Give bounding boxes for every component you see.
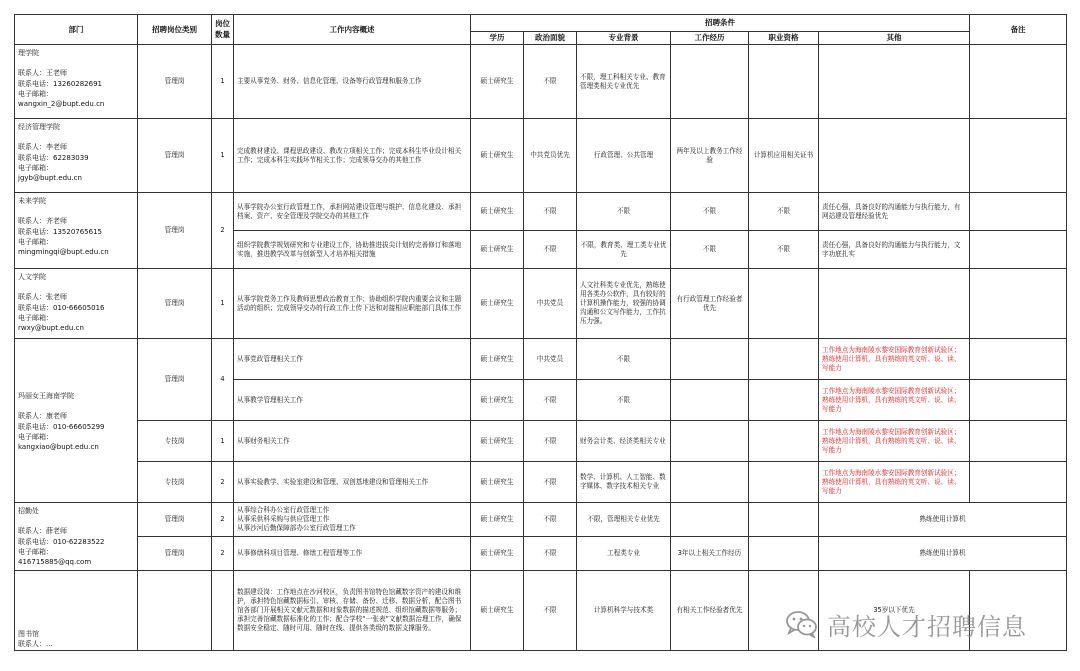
- duty-cell: 主要从事党务、财务、信息化管理、设备等行政管理和服务工作: [234, 45, 471, 119]
- category-cell: 专技岗: [138, 462, 212, 503]
- other-cell: [819, 119, 970, 193]
- political-cell: 不限: [524, 380, 577, 421]
- header-edu: 学历: [471, 32, 524, 45]
- qualification-cell: [749, 269, 819, 339]
- remark-cell: [970, 193, 1067, 231]
- experience-cell: 3年以上相关工作经历: [671, 537, 749, 571]
- table-row: [15, 45, 1067, 119]
- duty-cell: 数据建设岗：工作地点在沙河校区，负责图书馆特色馆藏数字资产的建设和维护，承担特色馆藏数据标引、审核、存储、备份、迁移、数据分析，配合图书馆各部门开展相关文献元数据和对象数据的描述规范、组织馆藏数据等服务；承担完善馆藏数据标准化的工作；配合学校“一张表”文献数据治理工作，确保数据安全稳定、随时可用、随时在线、提供各类级的数据支撑服务。: [234, 571, 471, 651]
- dept-cell: 招勤处 联系人：薛老师 联系电话：010-62283522 电子邮箱： 416715885@qq.com: [15, 503, 138, 571]
- political-cell: 不限: [524, 462, 577, 503]
- category-cell: 管理岗: [138, 339, 212, 421]
- major-cell: 数学、计算机、人工智能、数字媒体、数字技术相关专业: [577, 462, 671, 503]
- dept-cell: 玛丽女王海南学院 联系人：康老师 联系电话：010-66605299 电子邮箱： kangxiao@bupt.edu.cn: [15, 339, 138, 503]
- other-cell: [819, 269, 970, 339]
- experience-cell: [671, 421, 749, 462]
- duty-cell: 从事教学管理相关工作: [234, 380, 471, 421]
- political-cell: 不限: [524, 571, 577, 651]
- edu-cell: 硕士研究生: [471, 571, 524, 651]
- other-cell: 责任心强，具备良好的沟通能力与执行能力，文字功底扎实: [819, 231, 970, 269]
- major-cell: 不限: [577, 380, 671, 421]
- major-cell: 财务会计类、经济类相关专业: [577, 421, 671, 462]
- count-cell: 1: [212, 421, 234, 462]
- edu-cell: 硕士研究生: [471, 462, 524, 503]
- table-row: [15, 537, 1067, 571]
- header-dept: 部门: [15, 15, 138, 45]
- table-row: [15, 339, 1067, 380]
- experience-cell: [671, 503, 749, 537]
- qualification-cell: [749, 380, 819, 421]
- watermark-text: 高校人才招聘信息: [827, 612, 1027, 641]
- remark-cell: [970, 339, 1067, 380]
- political-cell: 不限: [524, 421, 577, 462]
- major-cell: 工程类专业: [577, 537, 671, 571]
- experience-cell: [671, 380, 749, 421]
- header-remark: 备注: [970, 15, 1067, 45]
- table-row: [15, 462, 1067, 503]
- remark-cell: [970, 462, 1067, 503]
- qualification-cell: [749, 503, 819, 537]
- major-cell: 不限，管理相关专业优先: [577, 503, 671, 537]
- edu-cell: 硕士研究生: [471, 339, 524, 380]
- duty-cell: 组织学院教学规划研究和专业建设工作，协助推进拔尖计划的完善修订和落地实施，推进教学改革与创新型人才培养相关措施: [234, 231, 471, 269]
- experience-cell: 不限: [671, 193, 749, 231]
- edu-cell: 硕士研究生: [471, 380, 524, 421]
- table-row: [15, 269, 1067, 339]
- political-cell: 不限: [524, 503, 577, 537]
- qualification-cell: 不限: [749, 193, 819, 231]
- category-cell: 管理岗: [138, 503, 212, 537]
- duty-cell: 从事修缮科项目管理、修缮工程管理等工作: [234, 537, 471, 571]
- edu-cell: 硕士研究生: [471, 269, 524, 339]
- remark-cell: [970, 119, 1067, 193]
- qualification-cell: [749, 45, 819, 119]
- experience-cell: [671, 462, 749, 503]
- qualification-cell: 计算机应用相关证书: [749, 119, 819, 193]
- experience-cell: [671, 339, 749, 380]
- header-major: 专业背景: [577, 32, 671, 45]
- major-cell: 不限，理工科相关专业、教育管理类相关专业优先: [577, 45, 671, 119]
- experience-cell: 有相关工作经验者优先: [671, 571, 749, 651]
- dept-cell: 理学院 联系人：王老师 联系电话：13260282691 电子邮箱： wangxin_2@bupt.edu.cn: [15, 45, 138, 119]
- header-category: 招聘岗位类别: [138, 15, 212, 45]
- duty-cell: 从事学院办公室行政管理工作，承担网站建设管理与维护、信息化建设、承担档案、资产、安全管理及学院交办的其他工作: [234, 193, 471, 231]
- table-row: [15, 421, 1067, 462]
- major-cell: 不限: [577, 339, 671, 380]
- count-cell: 2: [212, 537, 234, 571]
- count-cell: 2: [212, 503, 234, 537]
- political-cell: 中共党员优先: [524, 119, 577, 193]
- table-row: [15, 503, 1067, 537]
- edu-cell: 硕士研究生: [471, 537, 524, 571]
- header-count: 岗位 数量: [212, 15, 234, 45]
- category-cell: [138, 571, 212, 651]
- duty-cell: 从事综合科办公室行政管理工作 从事采供科采购与供应管理工作 从事沙河后勤保障部办公室行政管理工作: [234, 503, 471, 537]
- header-other: 其他: [819, 32, 970, 45]
- count-cell: 1: [212, 45, 234, 119]
- political-cell: 不限: [524, 537, 577, 571]
- header-qualification: 职业资格: [749, 32, 819, 45]
- other-cell: [819, 45, 970, 119]
- remark-cell: [970, 231, 1067, 269]
- duty-cell: 从事党政管理相关工作: [234, 339, 471, 380]
- wechat-icon: [785, 610, 819, 638]
- political-cell: 不限: [524, 231, 577, 269]
- category-cell: 管理岗: [138, 269, 212, 339]
- experience-cell: 两年及以上教务工作经验: [671, 119, 749, 193]
- experience-cell: 有行政管理工作经验者优先: [671, 269, 749, 339]
- category-cell: 管理岗: [138, 193, 212, 269]
- duty-cell: 完成教材建设、课程思政建设、教改立项相关工作；完成本科生毕业设计相关工作；完成本科生实践环节相关工作；完成领导交办的其他工作: [234, 119, 471, 193]
- other-cell: 熟练使用计算机: [819, 537, 1067, 571]
- major-cell: 不限，教育类、理工类专业优先: [577, 231, 671, 269]
- qualification-cell: [749, 421, 819, 462]
- other-cell: 熟练使用计算机: [819, 503, 1067, 537]
- qualification-cell: [749, 462, 819, 503]
- political-cell: 中共党员: [524, 339, 577, 380]
- remark-cell: [970, 421, 1067, 462]
- major-cell: 行政管理、公共管理: [577, 119, 671, 193]
- duty-cell: 从事实验教学、实验室建设和管理、双创基地建设和管理相关工作: [234, 462, 471, 503]
- header-duties: 工作内容概述: [234, 15, 471, 45]
- dept-cell: 图书馆 联系人：...: [15, 571, 138, 651]
- watermark: [785, 606, 1027, 642]
- header-conditions: 招聘条件: [471, 15, 970, 32]
- category-cell: 管理岗: [138, 119, 212, 193]
- header-experience: 工作经历: [671, 32, 749, 45]
- dept-cell: 未来学院 联系人：齐老师 联系电话：13520765615 电子邮箱： mingmingqi@bupt.edu.cn: [15, 193, 138, 269]
- remark-cell: [970, 380, 1067, 421]
- qualification-cell: [749, 339, 819, 380]
- duty-cell: 从事学院党务工作及教师思想政治教育工作；协助组织学院内重要会议和主题活动的组织；完成领导交办的行政工作上传下达和对接相应职能部门具体工作: [234, 269, 471, 339]
- experience-cell: [671, 45, 749, 119]
- edu-cell: 硕士研究生: [471, 503, 524, 537]
- dept-cell: 人文学院 联系人：张老师 联系电话：010-66605016 电子邮箱： rwxy@bupt.edu.cn: [15, 269, 138, 339]
- table-row: [15, 193, 1067, 231]
- remark-cell: [970, 269, 1067, 339]
- other-cell: 35岁以下优先: [819, 571, 970, 651]
- category-cell: 管理岗: [138, 45, 212, 119]
- edu-cell: 硕士研究生: [471, 45, 524, 119]
- duty-cell: 从事财务相关工作: [234, 421, 471, 462]
- political-cell: 不限: [524, 45, 577, 119]
- count-cell: 4: [212, 339, 234, 421]
- other-cell: 工作地点为海南陵水黎安国际教育创新试验区；熟练使用计算机，具有熟练的英文听、说、读、写能力: [819, 462, 970, 503]
- edu-cell: 硕士研究生: [471, 231, 524, 269]
- header-political: 政治面貌: [524, 32, 577, 45]
- category-cell: 管理岗: [138, 537, 212, 571]
- major-cell: 人文社科类专业优先，熟练使用各类办公软件，具有较好的计算机操作能力，较强的协调沟通和公文写作能力，工作抗压力强。: [577, 269, 671, 339]
- count-cell: 1: [212, 119, 234, 193]
- edu-cell: 硕士研究生: [471, 119, 524, 193]
- other-cell: 工作地点为海南陵水黎安国际教育创新试验区；熟练使用计算机，具有熟练的英文听、说、读、写能力: [819, 380, 970, 421]
- major-cell: 不限: [577, 193, 671, 231]
- edu-cell: 硕士研究生: [471, 193, 524, 231]
- category-cell: 专技岗: [138, 421, 212, 462]
- dept-cell: 经济管理学院 联系人：李老师 联系电话：62283039 电子邮箱： jgyb@bupt.edu.cn: [15, 119, 138, 193]
- table-row: [15, 119, 1067, 193]
- other-cell: 工作地点为海南陵水黎安国际教育创新试验区；熟练使用计算机，具有熟练的英文听、说、读、写能力: [819, 339, 970, 380]
- remark-cell: [970, 45, 1067, 119]
- major-cell: 计算机科学与技术类: [577, 571, 671, 651]
- political-cell: 不限: [524, 193, 577, 231]
- other-cell: 工作地点为海南陵水黎安国际教育创新试验区；熟练使用计算机，具有熟练的英文听、说、读、写能力: [819, 421, 970, 462]
- count-cell: 1: [212, 269, 234, 339]
- qualification-cell: [749, 537, 819, 571]
- count-cell: 2: [212, 193, 234, 269]
- experience-cell: 不限: [671, 231, 749, 269]
- political-cell: 中共党员: [524, 269, 577, 339]
- count-cell: 2: [212, 462, 234, 503]
- recruitment-table: [14, 14, 1067, 651]
- count-cell: [212, 571, 234, 651]
- edu-cell: 硕士研究生: [471, 421, 524, 462]
- other-cell: 责任心强，具备良好的沟通能力与执行能力，有网站建设管理经验优先: [819, 193, 970, 231]
- qualification-cell: 不限: [749, 231, 819, 269]
